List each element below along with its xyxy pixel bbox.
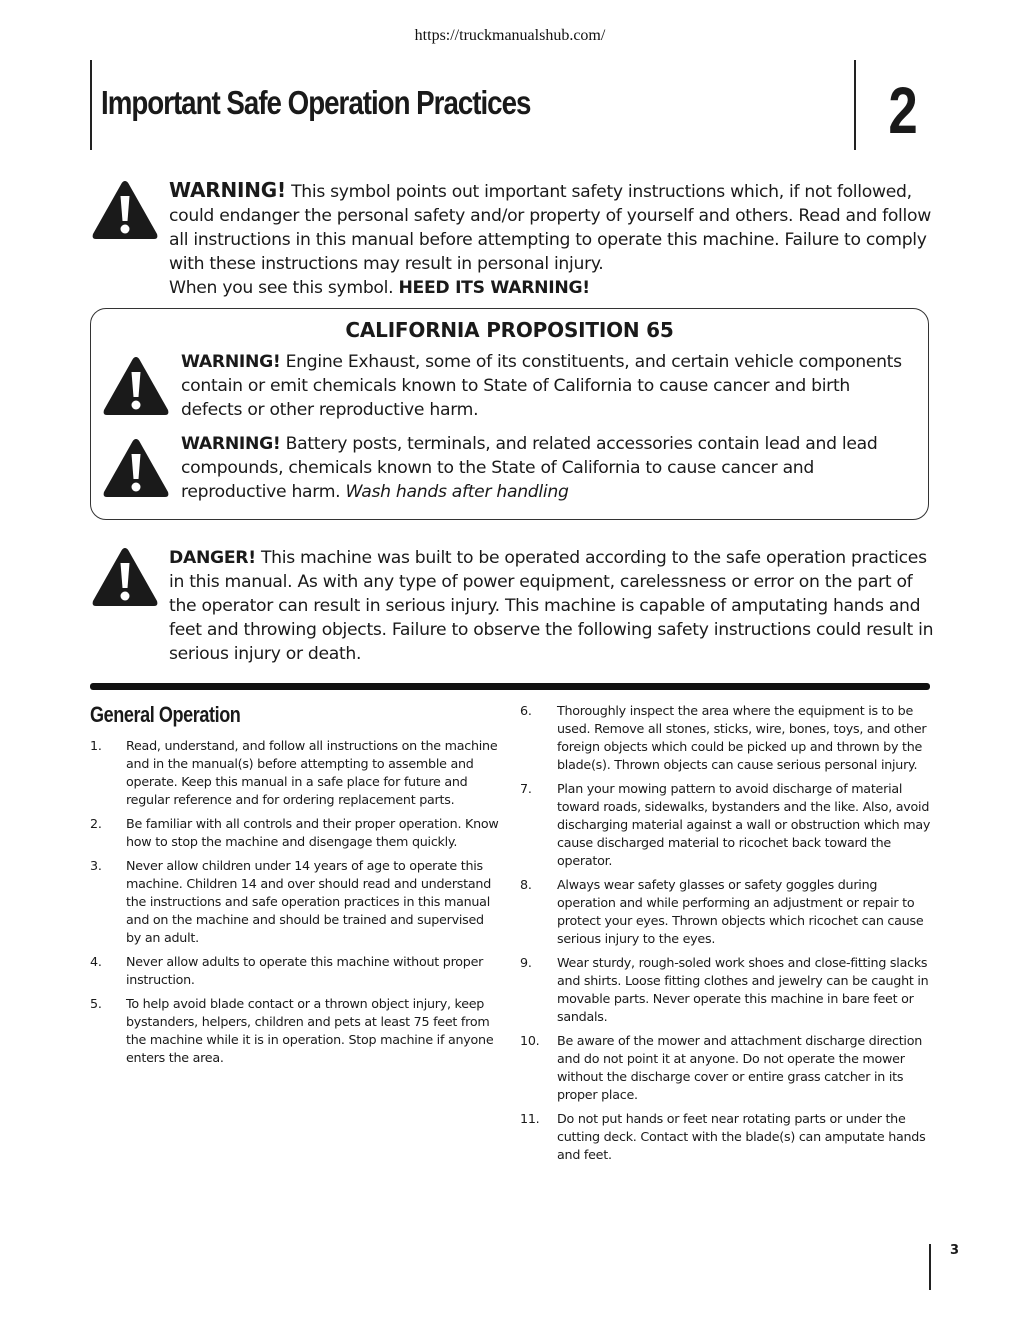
list-item bbox=[520, 876, 932, 948]
heed-warning-text: HEED ITS WARNING! bbox=[398, 278, 590, 298]
prop65-warning-label: WARNING! bbox=[181, 434, 281, 454]
danger-paragraph bbox=[169, 546, 934, 666]
item-number: 5. bbox=[90, 996, 102, 1011]
item-text: Thoroughly inspect the area where the equipment is to be used. Remove all stones, sticks, wire, bones, toys, and other foreign objects which could be picked up and thrown by the blade(s). Thrown objects can cause serious personal injury. bbox=[557, 703, 927, 772]
list-item bbox=[90, 857, 500, 947]
warning-triangle-icon bbox=[101, 436, 171, 500]
left-column bbox=[90, 737, 500, 1073]
source-url: https://truckmanualshub.com/ bbox=[414, 27, 606, 44]
list-item bbox=[520, 702, 932, 774]
warning-paragraph bbox=[169, 178, 934, 300]
page-number-rule bbox=[929, 1244, 931, 1290]
prop65-warning-text: Battery posts, terminals, and related accessories contain lead and lead compounds, chemicals known to the State of California to cause cancer and reproductive harm. bbox=[181, 434, 878, 502]
warning-triangle-icon bbox=[90, 178, 160, 242]
item-number: 11. bbox=[520, 1111, 540, 1126]
general-operation-heading: General Operation bbox=[90, 702, 241, 727]
item-text: Always wear safety glasses or safety goggles during operation and while performing an adjustment or repair to protect your eyes. Thrown objects which ricochet can cause serious injury to the eyes. bbox=[557, 877, 924, 946]
item-text: Be aware of the mower and attachment discharge direction and do not point it at anyone. Do not operate the mower without the discharge cover or entire grass catcher in its proper place. bbox=[557, 1033, 923, 1102]
list-item bbox=[520, 954, 932, 1026]
list-item bbox=[520, 1032, 932, 1104]
warning-line2-text: When you see this symbol. bbox=[169, 278, 399, 298]
chapter-number: 2 bbox=[888, 73, 918, 147]
item-text: Wear sturdy, rough-soled work shoes and close-fitting slacks and shirts. Loose fitting clothes and jewelry can be caught in movable parts. Never operate this machine in bare feet or sandals. bbox=[557, 955, 929, 1024]
right-column bbox=[520, 702, 932, 1170]
list-item bbox=[90, 815, 500, 851]
list-item bbox=[520, 1110, 932, 1164]
item-number: 8. bbox=[520, 877, 532, 892]
item-text: Do not put hands or feet near rotating parts or under the cutting deck. Contact with the blade(s) can amputate hands and feet. bbox=[557, 1111, 926, 1162]
warning-triangle-icon bbox=[101, 354, 171, 418]
prop65-exhaust-warning bbox=[181, 350, 916, 422]
danger-text: This machine was built to be operated according to the safe operation practices in this manual. As with any type of power equipment, carelessness or error on the part of the operator can result in serious injury. This machine is capable of amputating hands and feet and throwing objects. Failure to observe the following safety instructions could result in serious injury or death. bbox=[169, 548, 934, 664]
section-divider bbox=[90, 683, 930, 690]
danger-label: DANGER! bbox=[169, 548, 256, 568]
prop65-warning-label: WARNING! bbox=[181, 352, 281, 372]
list-item bbox=[90, 737, 500, 809]
page-number: 3 bbox=[950, 1243, 960, 1258]
item-text: Be familiar with all controls and their proper operation. Know how to stop the machine and disengage them quickly. bbox=[126, 816, 499, 849]
item-text: Never allow children under 14 years of age to operate this machine. Children 14 and over should read and understand the instructions and safe operation practices in this manual and on the machine and should be trained and supervised by an adult. bbox=[126, 858, 492, 945]
item-number: 1. bbox=[90, 738, 102, 753]
title-left-rule bbox=[90, 60, 92, 150]
list-item bbox=[90, 995, 500, 1067]
wash-hands-text: Wash hands after handling bbox=[345, 482, 569, 502]
item-text: To help avoid blade contact or a thrown object injury, keep bystanders, helpers, children and pets at least 75 feet from the machine while it is in operation. Stop machine if anyone enters the area. bbox=[126, 996, 494, 1065]
list-item bbox=[520, 780, 932, 870]
item-text: Never allow adults to operate this machine without proper instruction. bbox=[126, 954, 484, 987]
warning-label: WARNING! bbox=[169, 178, 286, 202]
prop65-title: CALIFORNIA PROPOSITION 65 bbox=[345, 318, 674, 342]
prop65-battery-warning bbox=[181, 432, 916, 504]
item-number: 7. bbox=[520, 781, 532, 796]
prop65-warning-text: Engine Exhaust, some of its constituents, and certain vehicle components contain or emit chemicals known to State of California to cause cancer and birth defects or other reproductive harm. bbox=[181, 352, 902, 420]
chapter-rule bbox=[854, 60, 856, 150]
item-number: 3. bbox=[90, 858, 102, 873]
item-number: 4. bbox=[90, 954, 102, 969]
item-text: Plan your mowing pattern to avoid discharge of material toward roads, sidewalks, bystanders and the like. Also, avoid discharging material against a wall or obstruction which may cause discharged material to ricochet back toward the operator. bbox=[557, 781, 931, 868]
page-title: Important Safe Operation Practices bbox=[101, 84, 531, 121]
list-item bbox=[90, 953, 500, 989]
item-number: 9. bbox=[520, 955, 532, 970]
warning-triangle-icon bbox=[90, 545, 160, 609]
item-number: 2. bbox=[90, 816, 102, 831]
item-number: 10. bbox=[520, 1033, 540, 1048]
warning-text: This symbol points out important safety instructions which, if not followed, could endanger the personal safety and/or property of yourself and others. Read and follow all instructions in this manual before attempting to operate this machine. Failure to comply with these instructions may result in personal injury. bbox=[169, 182, 931, 274]
item-number: 6. bbox=[520, 703, 532, 718]
item-text: Read, understand, and follow all instructions on the machine and in the manual(s) before attempting to assemble and operate. Keep this manual in a safe place for future and regular reference and for ordering replacement parts. bbox=[126, 738, 498, 807]
